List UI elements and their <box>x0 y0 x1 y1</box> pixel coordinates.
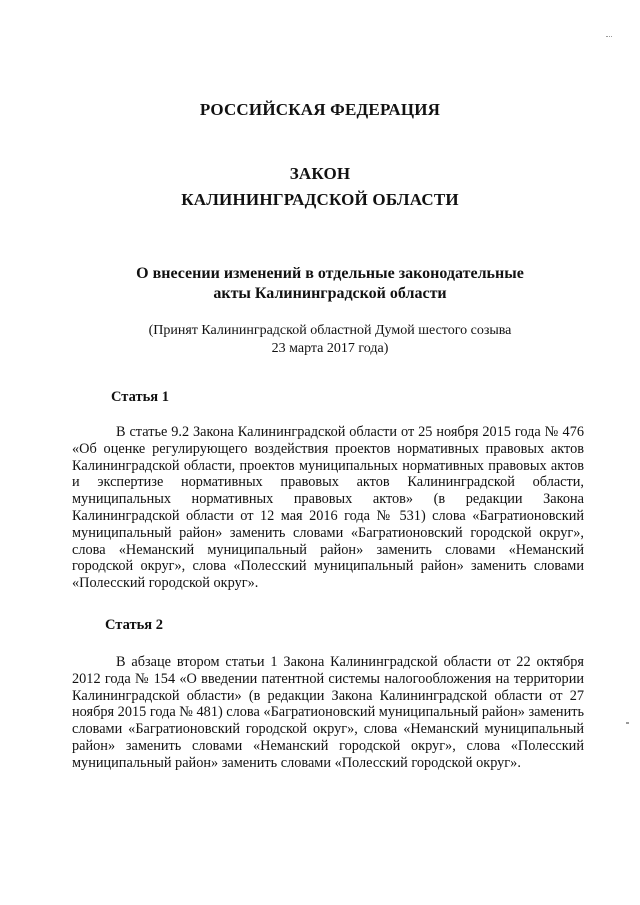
article-2-title: Статья 2 <box>105 617 163 633</box>
scan-mark <box>606 36 612 40</box>
law-subject-title <box>100 264 560 304</box>
subject-line: акты Калининградской области <box>213 285 447 302</box>
country-heading: РОССИЙСКАЯ ФЕДЕРАЦИЯ <box>199 100 441 119</box>
subject-line: О внесении изменений в отдельные законодательные <box>136 265 524 282</box>
adoption-note <box>100 322 560 358</box>
document-type-heading: ЗАКОН <box>289 164 351 183</box>
adoption-line: (Принят Калининградской областной Думой шестого созыва <box>148 323 512 338</box>
adoption-line: 23 марта 2017 года) <box>271 341 389 356</box>
region-heading: КАЛИНИНГРАДСКОЙ ОБЛАСТИ <box>181 190 459 209</box>
scan-mark <box>626 722 629 724</box>
article-1-title: Статья 1 <box>111 389 169 405</box>
article-1-text: В статье 9.2 Закона Калининградской области от 25 ноября 2015 года № 476 «Об оценке регулирующего воздействия проектов нормативных правовых актов Калининградской области, проектов муниципальных нормативных правовых актов и экспертизе нормативных правовых актов Калининградской области, муниципальных нормативных правовых актов» (в редакции Закона Калининградской области от 12 мая 2016 года № 531) слова «Багратионовский муниципальный район» заменить словами «Багратионовский городской округ», слова «Неманский муниципальный район» заменить словами «Неманский городской округ», слова «Полесский муниципальный район» заменить словами «Полесский городской округ». <box>72 424 584 592</box>
article-2-text: В абзаце втором статьи 1 Закона Калининградской области от 22 октября 2012 года № 154 «О введении патентной системы налогообложения на территории Калининградской области» (в редакции Закона Калининградской области от 27 ноября 2015 года № 481) слова «Багратионовский муниципальный район» заменить словами «Багратионовский городской округ», слова «Неманский муниципальный район» заменить словами «Неманский городской округ», слова «Полесский муниципальный район» заменить словами «Полесский городской округ». <box>72 654 584 771</box>
